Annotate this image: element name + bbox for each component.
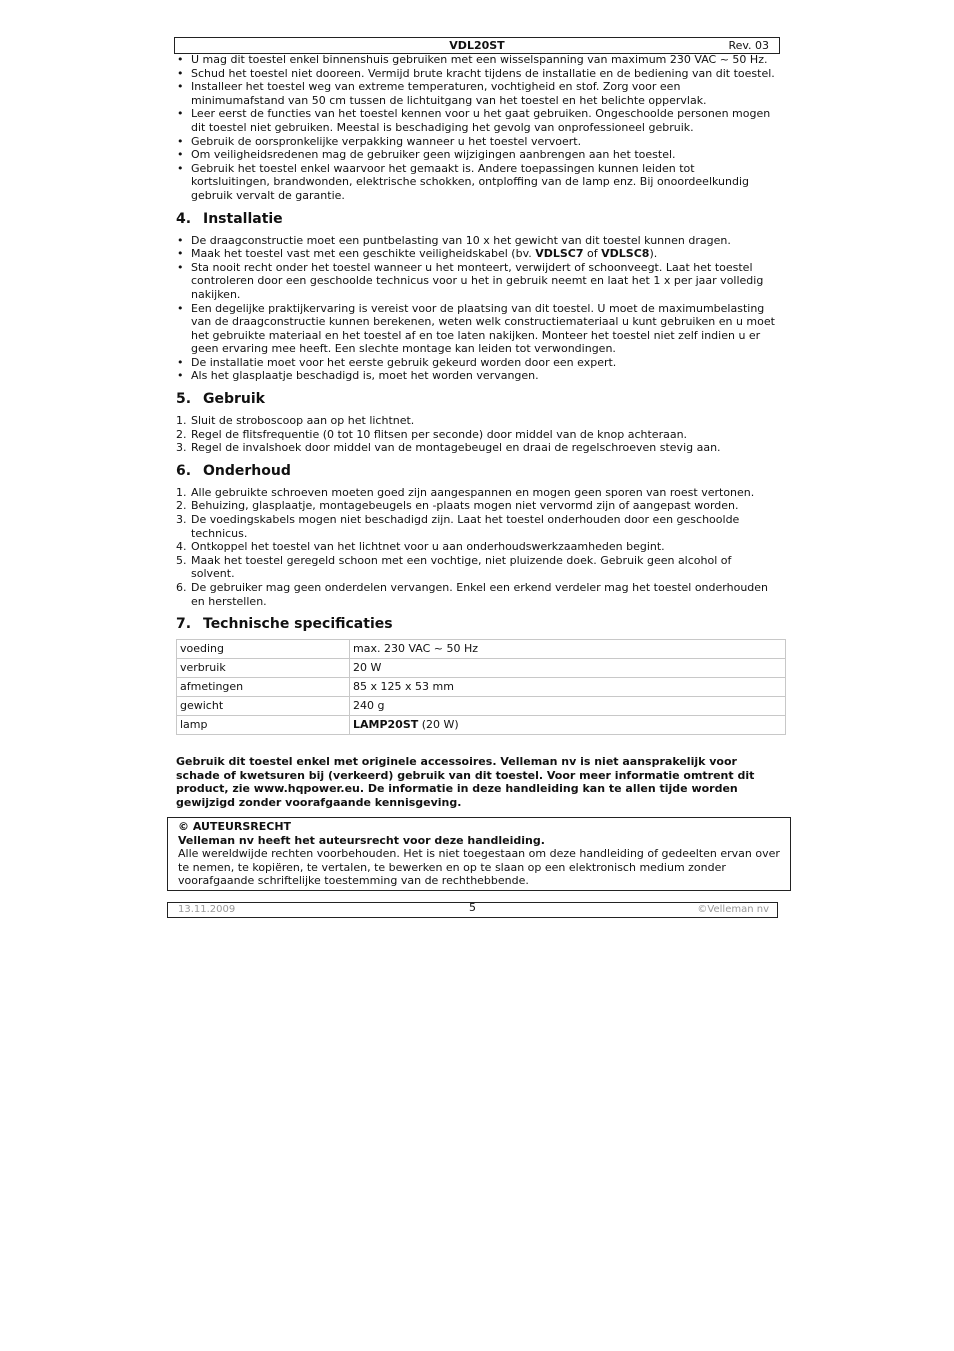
list-item: • Sta nooit recht onder het toestel wanneer u het monteert, verwijdert of schoonveegt. Laat het toestel controleren door een geschoolde technicus voor u het in gebruik neemt en laat het 1 x per jaar volledig nakijken.: [176, 261, 776, 302]
list-item: [176, 247, 776, 261]
table-row: [177, 678, 786, 697]
section-number: 4.: [176, 210, 192, 227]
copyright-subtitle: Velleman nv heeft het auteursrecht voor deze handleiding.: [178, 833, 545, 847]
step-number: 5.: [176, 553, 187, 567]
list-item: • De draagconstructie moet een puntbelasting van 10 x het gewicht van dit toestel kunnen dragen.: [176, 234, 776, 248]
safety-list: [176, 53, 776, 203]
footer-copyright: ©Velleman nv: [697, 904, 769, 915]
item-text: Maak het toestel vast met een geschikte veiligheidskabel (bv.: [191, 247, 536, 261]
section-number: 5.: [176, 391, 192, 408]
section-number: 6.: [176, 462, 192, 479]
copyright-body: Alle wereldwijde rechten voorbehouden. Het is niet toegestaan om deze handleiding of gedeelten ervan over te nemen, te kopiëren, te vertalen, te bewerken en op te slaan op een elektronisch medium zonder voorafgaande schriftelijke toestemming van de rechthebbende.: [178, 847, 780, 888]
section-heading-gebruik: [176, 391, 776, 408]
list-item: • Schud het toestel niet dooreen. Vermijd brute kracht tijdens de installatie en de bediening van dit toestel.: [176, 67, 776, 81]
list-item: • Als het glasplaatje beschadigd is, moet het worden vervangen.: [176, 369, 776, 383]
section-title: Onderhoud: [203, 462, 291, 479]
list-item: [176, 581, 776, 608]
item-text: ).: [649, 247, 658, 261]
step-number: 2.: [176, 427, 187, 441]
section-heading-onderhoud: [176, 463, 776, 480]
spec-value: [350, 716, 786, 735]
list-item: [176, 441, 776, 455]
onderhoud-steps: [176, 486, 776, 608]
list-item: [176, 499, 776, 513]
copyright-title: © AUTEURSRECHT: [178, 820, 292, 833]
step-number: 1.: [176, 414, 187, 428]
list-item: [176, 486, 776, 500]
step-text: Ontkoppel het toestel van het lichtnet voor u aan onderhoudswerkzaamheden begint.: [191, 540, 665, 554]
spec-key: lamp: [177, 716, 350, 735]
section-title: Technische specificaties: [203, 616, 393, 633]
step-text: Behuizing, glasplaatje, montagebeugels en -plaats mogen niet vervormd zijn of aangepast worden.: [191, 499, 739, 513]
table-row: [177, 640, 786, 659]
spec-value: 85 x 125 x 53 mm: [350, 678, 786, 697]
page-header: [174, 37, 780, 54]
step-text: Regel de flitsfrequentie (0 tot 10 flitsen per seconde) door middel van de knop achteraan.: [191, 427, 688, 441]
list-item: • U mag dit toestel enkel binnenshuis gebruiken met een wisselspanning van maximum 230 VAC ~ 50 Hz.: [176, 53, 776, 67]
list-item: • De installatie moet voor het eerste gebruik gekeurd worden door een expert.: [176, 356, 776, 370]
spec-key: voeding: [177, 640, 350, 659]
step-number: 6.: [176, 581, 187, 594]
installatie-list: [176, 234, 776, 384]
list-item: [176, 513, 776, 540]
section-heading-specs: [176, 616, 776, 633]
step-text: Maak het toestel geregeld schoon met een vochtige, niet pluizende doek. Gebruik geen alcohol of solvent.: [191, 553, 732, 581]
list-item: [176, 414, 776, 428]
list-item: • Een degelijke praktijkervaring is vereist voor de plaatsing van dit toestel. U moet de maximumbelasting van de draagconstructie kunnen berekenen, weten welk constructiemateriaal u kunt gebruiken en u moet het gebruikte materiaal en het toestel af en toe laten nakijken. Monteer het toestel niet zelf indien u er geen ervaring mee heeft. Een slechte montage kan leiden tot verwondingen.: [176, 302, 776, 356]
section-title: Installatie: [203, 210, 283, 227]
spec-key: afmetingen: [177, 678, 350, 697]
table-row: [177, 659, 786, 678]
step-text: Sluit de stroboscoop aan op het lichtnet.: [191, 414, 415, 428]
list-item: • Gebruik de oorspronkelijke verpakking wanneer u het toestel vervoert.: [176, 135, 776, 149]
page-number: 5: [469, 901, 476, 914]
spec-value: 240 g: [350, 697, 786, 716]
section-title: Gebruik: [203, 391, 265, 408]
main-content: [176, 53, 776, 810]
spec-key: verbruik: [177, 659, 350, 678]
gebruik-steps: [176, 414, 776, 455]
table-row: [177, 697, 786, 716]
section-heading-installatie: [176, 211, 776, 228]
step-text: Regel de invalshoek door middel van de montagebeugel en draai de regelschroeven stevig aan.: [191, 441, 721, 455]
step-number: 4.: [176, 540, 187, 554]
step-text: De gebruiker mag geen onderdelen vervangen. Enkel een erkend verdeler mag het toestel onderhouden en herstellen.: [191, 581, 769, 608]
step-number: 1.: [176, 485, 187, 499]
specs-table: [176, 639, 786, 735]
step-number: 3.: [176, 513, 187, 527]
item-text: of: [583, 247, 602, 261]
lamp-code: LAMP20ST: [353, 718, 419, 732]
table-row: [177, 716, 786, 735]
spec-key: gewicht: [177, 697, 350, 716]
list-item: [176, 554, 776, 581]
list-item: • Leer eerst de functies van het toestel kennen voor u het gaat gebruiken. Ongeschoolde personen mogen dit toestel niet gebruiken. Meestal is beschadiging het gevolg van onprofessioneel gebruik.: [176, 107, 776, 134]
copyright-box: [167, 817, 791, 891]
model-number: VDL20ST: [449, 39, 505, 52]
revision-label: Rev. 03: [728, 39, 769, 52]
list-item: • Installeer het toestel weg van extreme temperaturen, vochtigheid en stof. Zorg voor een minimumafstand van 50 cm tussen de lichtuitgang van het toestel en het belichte oppervlak.: [176, 80, 776, 107]
step-number: 3.: [176, 441, 187, 455]
list-item: • Gebruik het toestel enkel waarvoor het gemaakt is. Andere toepassingen kunnen leiden tot kortsluitingen, brandwonden, elektrische schokken, ontploffing van de lamp enz. Bij onoordeelkundig gebruik vervalt de garantie.: [176, 162, 776, 203]
spec-value: max. 230 VAC ~ 50 Hz: [350, 640, 786, 659]
product-code: VDLSC7: [535, 247, 584, 261]
lamp-power: (20 W): [418, 718, 459, 732]
product-code: VDLSC8: [601, 247, 650, 261]
step-text: Alle gebruikte schroeven moeten goed zijn aangespannen en mogen geen sporen van roest vertonen.: [191, 485, 755, 499]
page-footer: [167, 902, 778, 918]
footer-date: 13.11.2009: [178, 904, 236, 915]
disclaimer-notice: Gebruik dit toestel enkel met originele accessoires. Velleman nv is niet aansprakelijk voor schade of kwetsuren bij (verkeerd) gebruik van dit toestel. Voor meer informatie omtrent dit product, zie www.hqpower.eu. De informatie in deze handleiding kan te allen tijde worden gewijzigd zonder voorafgaande kennisgeving.: [176, 755, 755, 809]
step-number: 2.: [176, 499, 187, 513]
list-item: [176, 428, 776, 442]
spec-value: 20 W: [350, 659, 786, 678]
list-item: [176, 540, 776, 554]
step-text: De voedingskabels mogen niet beschadigd zijn. Laat het toestel onderhouden door een geschoolde technicus.: [191, 513, 740, 540]
section-number: 7.: [176, 616, 192, 633]
list-item: • Om veiligheidsredenen mag de gebruiker geen wijzigingen aanbrengen aan het toestel.: [176, 148, 776, 162]
